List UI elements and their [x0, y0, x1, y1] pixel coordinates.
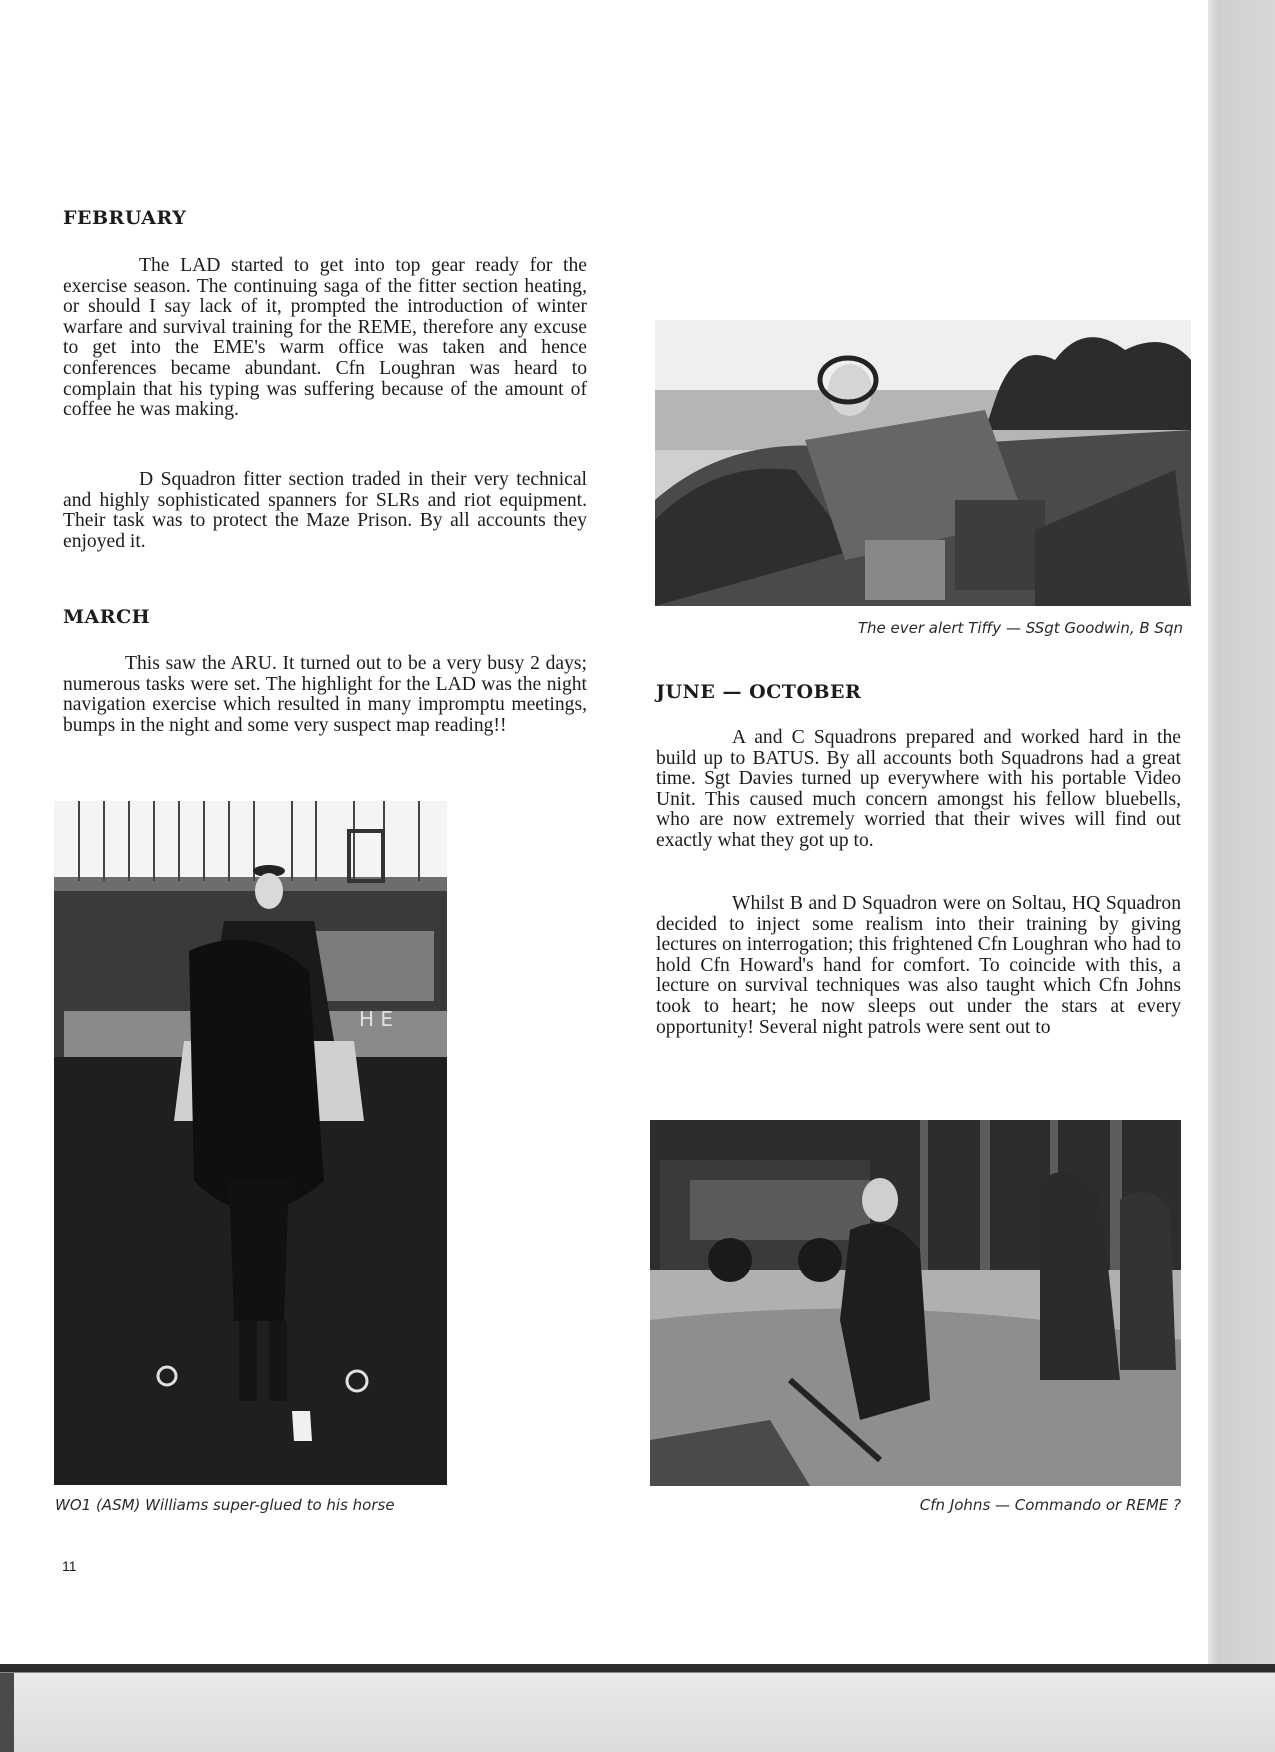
caption-forest-photo: Cfn Johns — Commando or REME ?: [919, 1496, 1181, 1514]
paragraph-june-october-1: A and C Squadrons prepared and worked hard in the build up to BATUS. By all accounts both Squadrons had a great time. Sgt Davies turned up everywhere with his portable Video Unit. This caused much concern amongst his fellow bluebells, who are now extremely worried that their wives will find out exactly what they got up to.: [656, 727, 1181, 851]
caption-tank-photo: The ever alert Tiffy — SSgt Goodwin, B Sqn: [857, 619, 1183, 637]
page-number: 11: [62, 1558, 77, 1574]
paragraph-february-1: The LAD started to get into top gear ready for the exercise season. The continuing saga of the fitter section heating, or should I say lack of it, prompted the introduction of winter warfare and survival training for the REME, therefore any excuse to get into the EME's warm office was taken and hence conferences became abundant. Cfn Loughran was heard to complain that his typing was suffering because of the amount of coffee he was making.: [63, 255, 587, 421]
photo-horse: [54, 801, 447, 1485]
bottom-left-shadow: [0, 1673, 14, 1752]
paragraph-june-october-2: Whilst B and D Squadron were on Soltau, HQ Squadron decided to inject some realism into their training by giving lectures on interrogation; this frightened Cfn Loughran who had to hold Cfn Howard's hand for comfort. To coincide with this, a lecture on survival techniques was also taught which Cfn Johns took to heart; he now sleeps out under the stars at every opportunity! Several night patrols were sent out to: [656, 893, 1181, 1038]
heading-february: FEBRUARY: [63, 207, 187, 229]
page-edge-shadow: [1208, 0, 1275, 1752]
photo-tank: [655, 320, 1191, 606]
paragraph-march-1: This saw the ARU. It turned out to be a very busy 2 days; numerous tasks were set. The highlight for the LAD was the night navigation exercise which resulted in many impromptu meetings, bumps in the night and some very suspect map reading!!: [63, 653, 587, 736]
bottom-page-edge: [0, 1664, 1275, 1752]
heading-june-october: JUNE — OCTOBER: [656, 681, 862, 703]
heading-march: MARCH: [63, 606, 151, 628]
photo-forest: [650, 1120, 1181, 1486]
caption-horse-photo: WO1 (ASM) Williams super-glued to his horse: [55, 1496, 395, 1514]
wall-sign-text: H E: [359, 1007, 394, 1031]
paragraph-february-2: D Squadron fitter section traded in their very technical and highly sophisticated spanners for SLRs and riot equipment. Their task was to protect the Maze Prison. By all accounts they enjoyed it.: [63, 469, 587, 552]
